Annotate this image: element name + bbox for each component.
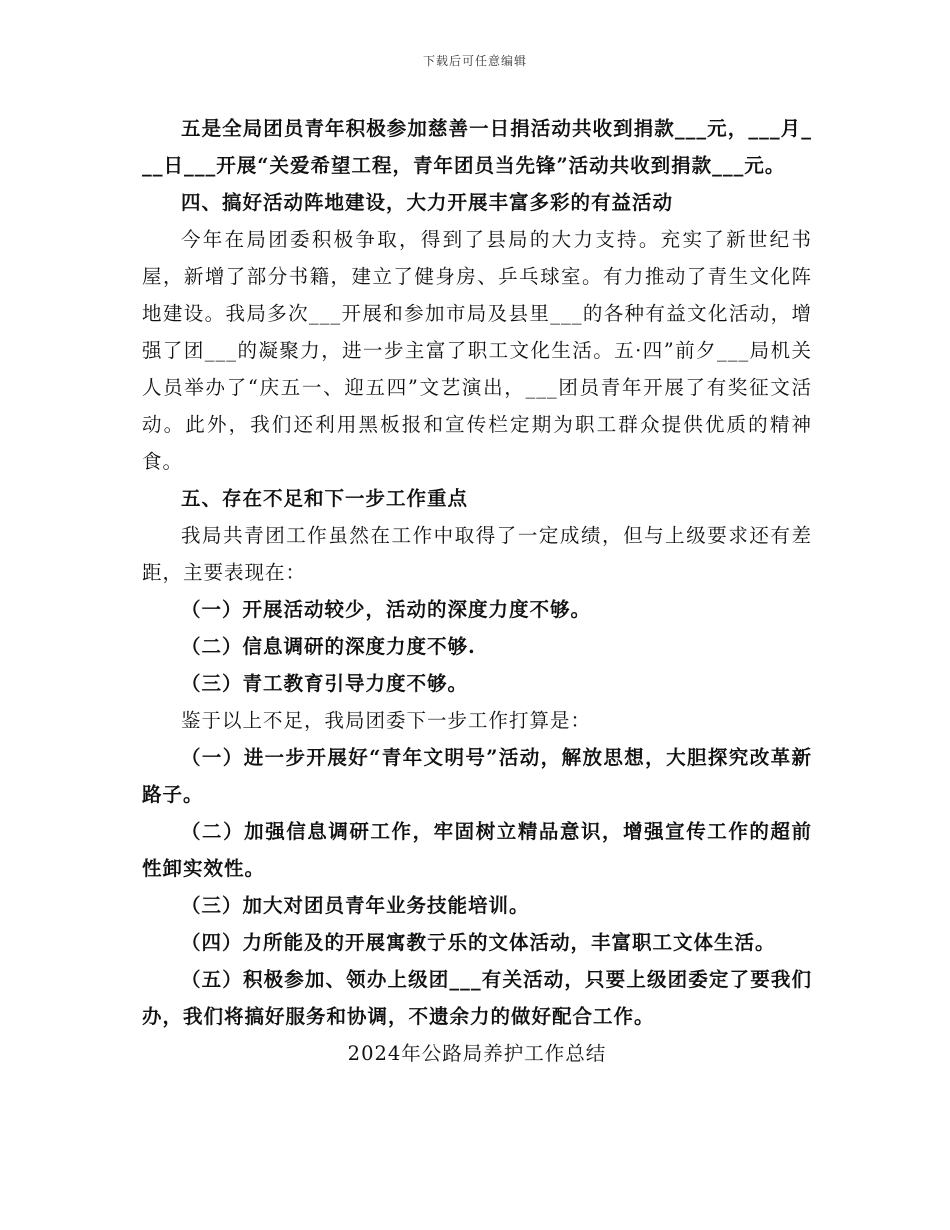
list-item-plan-5: （五）积极参加、领办上级团___有关活动，只要上级团委定了要我们办，我们将搞好服务和协调，不遗余力的做好配合工作。	[142, 968, 812, 1028]
paragraph-charity-donation: 五是全局团员青年积极参加慈善一日捐活动共收到捐款___元，___月___日___开展“关爱希望工程，青年团员当先锋”活动共收到捐款___元。	[142, 117, 812, 177]
list-item-plan-3: （三）加大对团员青年业务技能培训。	[181, 894, 530, 917]
paragraph-shortcomings-intro: 我局共青团工作虽然在工作中取得了一定成绩，但与上级要求还有差距，主要表现在：	[142, 524, 812, 584]
page-header-note: 下载后可任意编辑	[422, 54, 527, 68]
section-heading-4: 四、搞好活动阵地建设，大力开展丰富多彩的有益活动	[181, 191, 674, 214]
list-item-plan-2: （二）加强信息调研工作，牢固树立精品意识，增强宣传工作的超前性卸实效性。	[142, 820, 812, 880]
list-item-plan-4: （四）力所能及的开展寓教亍乐的文体活动，丰富职工文体生活。	[181, 931, 776, 954]
list-item-shortcoming-3: （三）青工教育引导力度不够。	[181, 672, 469, 695]
list-item-plan-1: （一）进一步开展好“青年文明号”活动，解放思想，大胆探究改革新路子。	[142, 746, 812, 806]
section-heading-5: 五、存在不足和下一步工作重点	[181, 487, 469, 510]
list-item-shortcoming-1: （一）开展活动较少，活动的深度力度不够。	[181, 598, 592, 621]
next-document-title: 2024年公路局养护工作总结	[347, 1042, 607, 1065]
paragraph-activity-base: 今年在局团委积极争取，得到了县局的大力支持。充实了新世纪书屋，新增了部分书籍，建立了健身房、乒乓球室。有力推动了青生文化阵地建设。我局多次___开展和参加市局及县里___的各种有益文化活动，增强了团___的凝聚力，进一步主富了职工文化生活。五·四”前夕___局机关人员举办了“庆五一、迎五四”文艺演出，___团员青年开展了有奖征文活动。此外，我们还利用黑板报和宣传栏定期为职工群众提供优质的精神食。	[142, 228, 812, 473]
paragraph-plans-intro: 鉴于以上不足，我局团委下一步工作打算是：	[181, 709, 592, 732]
document-body	[142, 110, 812, 1072]
list-item-shortcoming-2: （二）信息调研的深度力度不够.	[181, 635, 476, 658]
